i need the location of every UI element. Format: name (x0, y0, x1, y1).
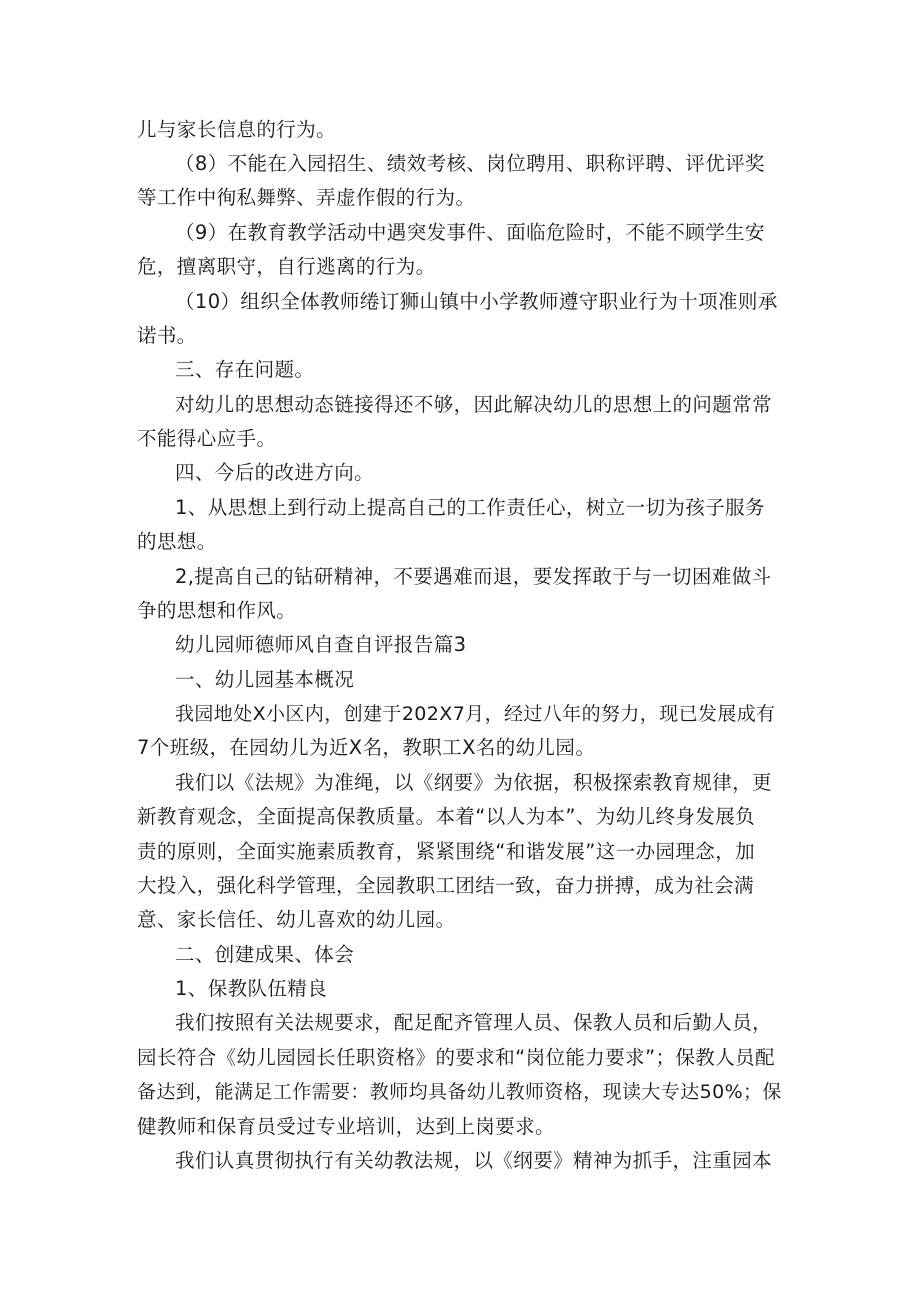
text-line: （8）不能在入园招生、绩效考核、岗位聘用、职称评聘、评优评奖 (175, 152, 765, 175)
text-line: 我们按照有关法规要求，配足配齐管理人员、保教人员和后勤人员， (175, 1011, 773, 1034)
text-line: 1、从思想上到行动上提高自己的工作责任心，树立一切为孩子服务 (175, 496, 765, 519)
text-line: 7个班级，在园幼儿为近X名，教职工X名的幼儿园。 (137, 736, 596, 759)
text-line: 我园地处X小区内，创建于202X7月，经过八年的努力，现已发展成有 (175, 703, 776, 725)
section-heading: 三、存在问题。 (175, 358, 315, 381)
text-line: 等工作中徇私舞弊、弄虚作假的行为。 (137, 186, 476, 209)
text-line: 2,提高自己的钻研精神，不要遇难而退，要发挥敢于与一切困难做斗 (175, 565, 772, 588)
text-line: 备达到，能满足工作需要：教师均具备幼儿教师资格，现读大专达50%；保 (137, 1081, 782, 1103)
text-line: 园长符合《幼儿园园长任职资格》的要求和“岗位能力要求”；保教人员配 (137, 1046, 775, 1069)
text-line: 健教师和保育员受过专业培训，达到上岗要求。 (137, 1115, 555, 1138)
section-heading: 四、今后的改进方向。 (175, 461, 375, 484)
text-line: 危，擅离职守，自行逃离的行为。 (137, 255, 436, 278)
text-line: 的思想。 (137, 530, 217, 553)
section-heading: 一、幼儿园基本概况 (175, 668, 355, 691)
text-line: （9）在教育教学活动中遇突发事件、面临危险时，不能不顾学生安 (175, 221, 765, 244)
text-line: 意、家长信任、幼儿喜欢的幼儿园。 (137, 908, 456, 931)
text-line: 我们以《法规》为准绳，以《纲要》为依据，积极探索教育规律，更 (175, 771, 773, 794)
text-line: （10）组织全体教师绻订狮山镇中小学教师遵守职业行为十项准则承 (175, 290, 778, 313)
text-line: 责的原则，全面实施素质教育，紧紧围绕“和谐发展”这一办园理念，加 (137, 840, 756, 863)
report-title: 幼儿园师德师风自查自评报告篇3 (175, 633, 467, 656)
subsection-heading: 1、保教队伍精良 (175, 977, 328, 1000)
text-line: 诺书。 (137, 324, 197, 347)
text-line: 儿与家长信息的行为。 (137, 118, 337, 141)
text-line: 大投入，强化科学管理，全园教职工团结一致，奋力拼搏，成为社会满 (137, 874, 754, 897)
text-line: 不能得心应手。 (137, 427, 277, 450)
text-line: 新教育观念，全面提高保教质量。本着“以人为本”、为幼儿终身发展负 (137, 805, 756, 828)
text-line: 争的思想和作风。 (137, 599, 297, 622)
text-line: 对幼儿的思想动态链接得还不够，因此解决幼儿的思想上的问题常常 (175, 393, 773, 416)
text-line: 我们认真贯彻执行有关幼教法规，以《纲要》精神为抓手，注重园本 (175, 1149, 773, 1172)
section-heading: 二、创建成果、体会 (175, 943, 355, 966)
